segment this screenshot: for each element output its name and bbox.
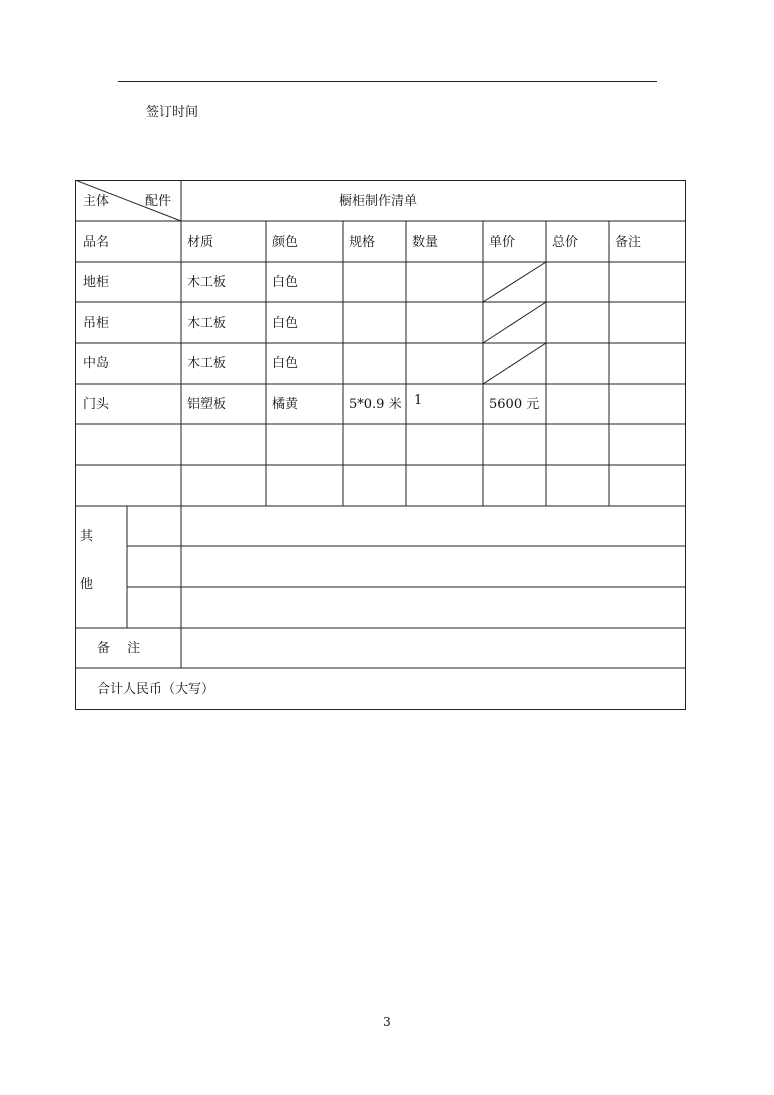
table-cell: 木工板 <box>187 356 227 371</box>
col-header-material: 材质 <box>187 235 214 250</box>
other-label-top: 其 <box>80 529 94 544</box>
col-header-color: 颜色 <box>272 235 299 250</box>
table-cell: 门头 <box>83 397 110 412</box>
price-slash <box>483 302 546 343</box>
remark-label: 备 注 <box>97 641 141 656</box>
price-slash <box>483 262 546 302</box>
table-cell: 1 <box>414 393 423 408</box>
page-number: 3 <box>383 1015 391 1029</box>
total-rmb-label: 合计人民币（大写） <box>97 682 215 697</box>
col-header-unit-price: 单价 <box>489 235 516 250</box>
table-cell: 橘黄 <box>272 397 299 412</box>
cabinet-list-table <box>75 180 686 710</box>
table-cell: 中岛 <box>83 356 110 371</box>
table-title: 橱柜制作清单 <box>339 194 418 209</box>
table-cell: 白色 <box>272 275 299 290</box>
table-cell: 木工板 <box>187 316 227 331</box>
price-slash <box>483 343 546 384</box>
sign-date-label: 签订时间 <box>146 105 199 120</box>
col-header-total-price: 总价 <box>552 235 579 250</box>
table-cell: 白色 <box>272 356 299 371</box>
col-header-remark: 备注 <box>615 235 642 250</box>
table-cell: 地柜 <box>83 275 110 290</box>
table-cell: 5*0.9 米 <box>349 397 402 412</box>
col-header-qty: 数量 <box>412 235 439 250</box>
table-cell: 铝塑板 <box>187 397 227 412</box>
table-cell: 木工板 <box>187 275 227 290</box>
table-border <box>76 181 686 710</box>
top-rule <box>118 81 657 82</box>
other-label-bottom: 他 <box>80 577 94 592</box>
corner-subject-label: 主体 <box>83 194 110 209</box>
table-cell: 白色 <box>272 316 299 331</box>
table-cell: 吊柜 <box>83 316 110 331</box>
col-header-name: 品名 <box>83 235 110 250</box>
corner-part-label: 配件 <box>145 194 172 209</box>
table-grid <box>75 180 686 710</box>
table-cell: 5600 元 <box>489 397 540 412</box>
col-header-spec: 规格 <box>349 235 376 250</box>
